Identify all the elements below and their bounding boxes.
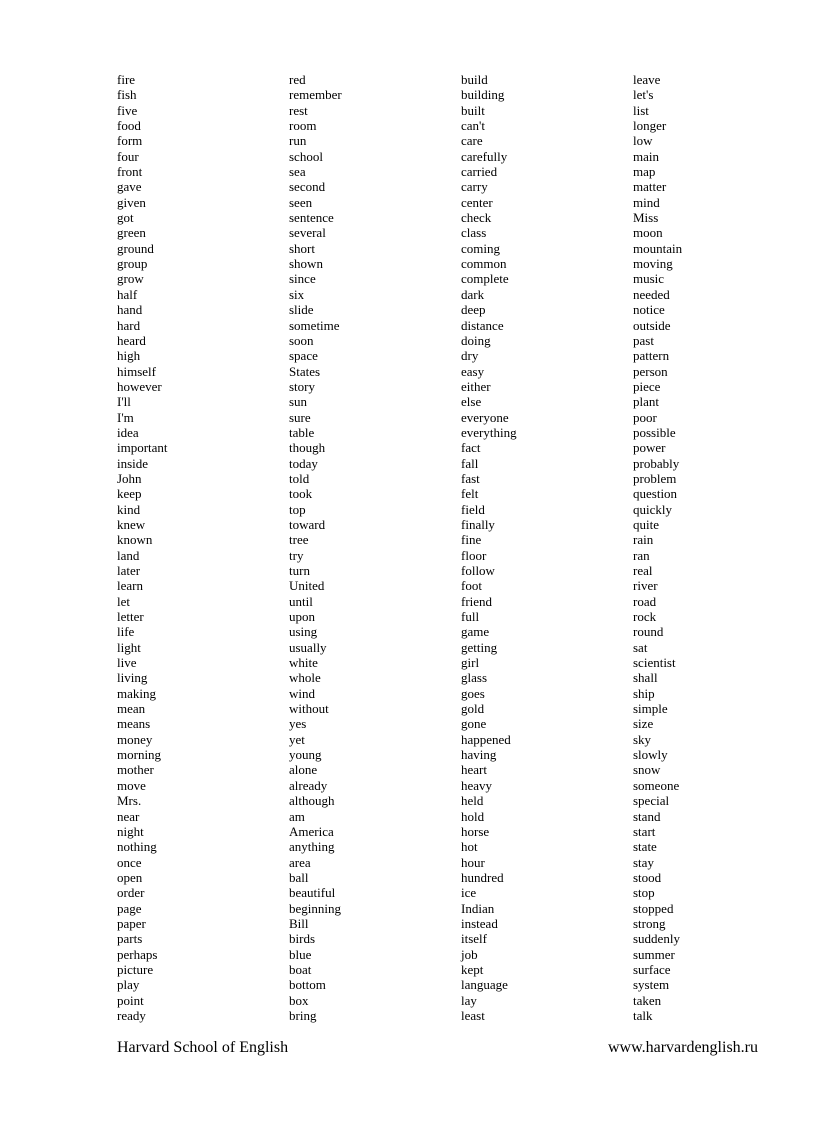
- word-list-item: rock: [633, 609, 657, 625]
- word-list-item: living: [117, 670, 148, 686]
- word-list-item: usually: [289, 639, 327, 655]
- word-list-item: I'm: [117, 409, 134, 425]
- word-list-item: kind: [117, 501, 141, 517]
- word-list-item: built: [461, 102, 485, 118]
- word-list-item: language: [461, 977, 508, 993]
- word-list-item: short: [289, 240, 315, 256]
- word-list-item: person: [633, 363, 668, 379]
- word-list-item: food: [117, 118, 141, 134]
- word-list-item: ball: [289, 869, 309, 885]
- word-column-4: [633, 72, 682, 1023]
- word-list-item: white: [289, 655, 318, 671]
- word-list-item: real: [633, 563, 653, 578]
- word-list-item: building: [461, 87, 505, 103]
- word-list-item: ready: [117, 1007, 146, 1023]
- word-list-item: am: [289, 808, 305, 824]
- word-list-item: hour: [461, 854, 485, 870]
- word-list-item: although: [289, 793, 335, 809]
- word-list-item: sun: [289, 394, 308, 410]
- word-list-item: sentence: [289, 210, 334, 226]
- word-list-item: map: [633, 164, 656, 180]
- word-list-item: front: [117, 164, 143, 180]
- word-list-item: yet: [289, 731, 305, 747]
- word-list-item: poor: [633, 409, 657, 425]
- word-list-item: gone: [461, 716, 487, 732]
- word-list-item: told: [289, 470, 310, 486]
- word-list-item: already: [289, 777, 328, 793]
- word-list-item: alone: [289, 762, 318, 778]
- word-list-item: having: [461, 747, 497, 763]
- word-list-item: bring: [289, 1007, 317, 1023]
- word-list-item: hand: [117, 302, 143, 318]
- word-list-item: quickly: [633, 501, 672, 517]
- word-list-item: doing: [461, 332, 491, 348]
- word-list-item: hot: [461, 839, 478, 855]
- word-list-item: land: [117, 547, 140, 563]
- word-list-item: start: [633, 823, 656, 839]
- word-list-item: half: [117, 286, 138, 302]
- word-list-item: himself: [117, 363, 156, 379]
- word-list-item: dark: [461, 286, 485, 302]
- word-list-item: seen: [289, 194, 313, 210]
- word-list-item: United: [289, 578, 325, 594]
- word-list-item: open: [117, 869, 143, 885]
- word-list-item: instead: [461, 915, 498, 931]
- word-list-item: since: [289, 271, 316, 287]
- word-list-item: job: [461, 946, 478, 962]
- word-list-item: fall: [461, 455, 479, 471]
- word-list-item: someone: [633, 777, 680, 793]
- word-list-item: birds: [289, 931, 315, 947]
- word-list-item: class: [461, 225, 487, 241]
- word-list-item: ran: [633, 547, 650, 563]
- word-list-item: without: [289, 701, 329, 717]
- word-list-item: probably: [633, 455, 680, 471]
- word-list-item: least: [461, 1007, 485, 1023]
- word-list-item: hold: [461, 808, 485, 824]
- word-column-1: [117, 72, 168, 1023]
- word-list-item: morning: [117, 747, 162, 763]
- word-list-item: high: [117, 348, 141, 364]
- word-list-item: anything: [289, 839, 335, 855]
- word-list-item: held: [461, 793, 484, 809]
- word-list-item: parts: [117, 931, 143, 947]
- word-list-item: night: [117, 823, 144, 839]
- word-list-item: heard: [117, 332, 146, 348]
- word-list-item: keep: [117, 486, 142, 502]
- word-list-item: page: [117, 900, 142, 916]
- word-list-item: complete: [461, 271, 509, 287]
- word-list-item: Indian: [461, 900, 495, 916]
- word-list-item: carry: [461, 179, 488, 195]
- word-list-item: live: [117, 655, 137, 671]
- word-list-item: music: [633, 271, 665, 287]
- word-list-item: several: [289, 225, 326, 241]
- word-list-item: knew: [117, 516, 146, 532]
- word-list-item: main: [633, 148, 659, 164]
- word-list-item: grow: [117, 271, 144, 287]
- word-list-item: point: [117, 992, 144, 1008]
- word-list-item: Mrs.: [117, 793, 142, 809]
- word-list-item: dry: [461, 348, 479, 364]
- word-list-item: everyone: [461, 409, 509, 425]
- word-list-item: rest: [289, 102, 308, 118]
- word-list-item: stood: [633, 869, 662, 885]
- word-list-item: five: [117, 102, 138, 118]
- word-list-item: sea: [289, 164, 306, 180]
- word-list-item: picture: [117, 961, 154, 977]
- word-list-item: pattern: [633, 348, 670, 364]
- word-list-item: table: [289, 424, 315, 440]
- word-list-item: move: [117, 777, 146, 793]
- word-list-item: road: [633, 593, 657, 609]
- word-list-item: care: [461, 133, 483, 149]
- word-list-item: top: [289, 501, 306, 517]
- word-list-item: ice: [461, 885, 477, 901]
- word-list-item: toward: [289, 516, 326, 532]
- word-list-item: happened: [461, 731, 511, 747]
- word-list-item: Bill: [289, 915, 309, 931]
- word-list-item: later: [117, 563, 141, 578]
- footer-school-name: Harvard School of English: [117, 1039, 289, 1056]
- word-list-item: field: [461, 501, 485, 517]
- word-list-item: tree: [289, 532, 309, 548]
- word-list-item: surface: [633, 961, 671, 977]
- word-list-item: suddenly: [633, 931, 680, 947]
- word-list-item: fine: [461, 532, 482, 548]
- word-list-item: fast: [461, 470, 480, 486]
- word-list-item: sure: [289, 409, 311, 425]
- word-list-item: near: [117, 808, 140, 824]
- word-list-item: full: [461, 609, 480, 625]
- word-list-item: heavy: [461, 777, 493, 793]
- word-list-item: stop: [633, 885, 655, 901]
- word-list-item: six: [289, 286, 305, 302]
- word-list-item: simple: [633, 701, 668, 717]
- word-list-item: stay: [633, 854, 654, 870]
- word-list-item: special: [633, 793, 670, 809]
- word-list-item: common: [461, 256, 507, 272]
- word-list-item: problem: [633, 470, 677, 486]
- word-list-item: boat: [289, 961, 312, 977]
- word-list-item: fish: [117, 87, 137, 103]
- word-list-item: else: [461, 394, 482, 410]
- word-list-item: important: [117, 440, 168, 456]
- word-list-item: letter: [117, 609, 144, 625]
- word-list-item: piece: [633, 378, 661, 394]
- word-list-item: kept: [461, 961, 484, 977]
- word-list-item: fire: [117, 72, 136, 87]
- word-list-item: bottom: [289, 977, 326, 993]
- word-list-item: question: [633, 486, 678, 502]
- word-list-item: sat: [633, 639, 648, 655]
- word-list-item: itself: [461, 931, 487, 947]
- word-list-item: mother: [117, 762, 154, 778]
- word-list-item: build: [461, 72, 488, 87]
- word-list-item: took: [289, 486, 313, 502]
- word-list-item: quite: [633, 516, 659, 532]
- word-list-item: ship: [633, 685, 655, 701]
- word-list-item: space: [289, 348, 318, 364]
- word-list-item: stand: [633, 808, 661, 824]
- word-list-item: getting: [461, 639, 498, 655]
- word-list-item: moon: [633, 225, 663, 241]
- word-list-item: leave: [633, 72, 661, 87]
- word-list-item: distance: [461, 317, 504, 333]
- word-list-item: four: [117, 148, 139, 164]
- word-list-item: group: [117, 256, 148, 272]
- word-list-item: possible: [633, 424, 676, 440]
- word-list-item: check: [461, 210, 492, 226]
- word-list-item: outside: [633, 317, 671, 333]
- word-list-item: run: [289, 133, 307, 149]
- word-list-item: try: [289, 547, 304, 563]
- word-list-item: gave: [117, 179, 142, 195]
- word-list-item: green: [117, 225, 146, 241]
- word-list-item: today: [289, 455, 318, 471]
- word-list-item: list: [633, 102, 649, 118]
- word-list-item: yes: [289, 716, 307, 732]
- word-list-item: either: [461, 378, 491, 394]
- word-list-item: school: [289, 148, 323, 164]
- word-list-item: girl: [461, 655, 480, 671]
- word-list-item: I'll: [117, 394, 131, 410]
- word-column-3: [461, 72, 517, 1023]
- word-list-item: coming: [461, 240, 500, 256]
- word-list-item: carried: [461, 164, 498, 180]
- word-list-item: fact: [461, 440, 481, 456]
- word-list-item: mountain: [633, 240, 683, 256]
- word-list-item: river: [633, 578, 658, 594]
- word-list-item: center: [461, 194, 493, 210]
- word-list-item: taken: [633, 992, 662, 1008]
- word-list-item: foot: [461, 578, 482, 594]
- word-list-item: past: [633, 332, 654, 348]
- word-list-item: stopped: [633, 900, 674, 916]
- word-list-item: carefully: [461, 148, 508, 164]
- word-list-item: size: [633, 716, 654, 732]
- word-list-item: wind: [289, 685, 315, 701]
- word-list-item: beginning: [289, 900, 341, 916]
- word-list-item: nothing: [117, 839, 157, 855]
- word-list-item: box: [289, 992, 309, 1008]
- word-list-item: matter: [633, 179, 667, 195]
- word-list-item: plant: [633, 394, 659, 410]
- word-list-item: once: [117, 854, 142, 870]
- word-list-item: glass: [461, 670, 487, 686]
- word-list-item: though: [289, 440, 326, 456]
- word-list-item: shall: [633, 670, 658, 686]
- word-list-item: longer: [633, 118, 667, 134]
- word-list-item: order: [117, 885, 145, 901]
- word-list-item: everything: [461, 424, 517, 440]
- word-list-item: can't: [461, 118, 485, 134]
- word-list-item: let's: [633, 87, 654, 103]
- word-list-item: let: [117, 593, 130, 609]
- word-list-item: turn: [289, 563, 310, 578]
- word-list-item: finally: [461, 516, 495, 532]
- word-list-item: summer: [633, 946, 675, 962]
- word-list-item: hundred: [461, 869, 504, 885]
- word-list-item: ground: [117, 240, 154, 256]
- word-list-item: easy: [461, 363, 485, 379]
- word-list-item: felt: [461, 486, 479, 502]
- word-list-item: talk: [633, 1007, 653, 1023]
- word-list-item: goes: [461, 685, 485, 701]
- word-list-item: young: [289, 747, 322, 763]
- word-list-item: light: [117, 639, 141, 655]
- word-list-item: idea: [117, 424, 139, 440]
- word-list-item: perhaps: [117, 946, 158, 962]
- footer-website: www.harvardenglish.ru: [607, 1039, 758, 1056]
- word-list-item: horse: [461, 823, 490, 839]
- word-list-item: floor: [461, 547, 487, 563]
- word-list-item: room: [289, 118, 317, 134]
- word-list-item: mean: [117, 701, 146, 717]
- word-list-item: low: [633, 133, 653, 149]
- word-list-item: lay: [461, 992, 477, 1008]
- word-list-item: gold: [461, 701, 485, 717]
- word-list-item: beautiful: [289, 885, 336, 901]
- word-list-item: follow: [461, 563, 495, 578]
- word-list-item: whole: [289, 670, 321, 686]
- word-list-item: hard: [117, 317, 141, 333]
- word-list-item: life: [117, 624, 135, 640]
- word-list-item: second: [289, 179, 326, 195]
- word-list-item: heart: [461, 762, 487, 778]
- word-list-item: slowly: [633, 747, 668, 763]
- word-list-item: mind: [633, 194, 660, 210]
- word-list-item: John: [117, 470, 142, 486]
- word-list-item: game: [461, 624, 490, 640]
- word-list-item: play: [117, 977, 140, 993]
- word-list-item: power: [633, 440, 666, 456]
- word-list-item: sky: [633, 731, 652, 747]
- word-list-item: inside: [117, 455, 149, 471]
- word-list-item: state: [633, 839, 657, 855]
- word-list-item: given: [117, 194, 146, 210]
- word-list-item: however: [117, 378, 162, 394]
- word-list-item: known: [117, 532, 153, 548]
- word-list-item: Miss: [633, 210, 659, 226]
- word-list-item: snow: [633, 762, 661, 778]
- word-list-item: scientist: [633, 655, 676, 671]
- word-list-item: friend: [461, 593, 493, 609]
- word-list-item: story: [289, 378, 315, 394]
- word-list-item: sometime: [289, 317, 340, 333]
- word-list-item: means: [117, 716, 151, 732]
- word-list-item: America: [289, 823, 334, 839]
- word-list-item: until: [289, 593, 313, 609]
- word-list-item: red: [289, 72, 306, 87]
- word-list-item: slide: [289, 302, 314, 318]
- word-column-2: [289, 72, 342, 1023]
- word-list-item: notice: [633, 302, 665, 318]
- word-list-item: soon: [289, 332, 314, 348]
- word-list-item: deep: [461, 302, 486, 318]
- word-list-item: paper: [117, 915, 146, 931]
- word-list-item: States: [289, 363, 321, 379]
- word-list-item: making: [117, 685, 156, 701]
- word-list-item: strong: [633, 915, 666, 931]
- word-list-item: area: [289, 854, 311, 870]
- word-list-item: shown: [289, 256, 323, 272]
- word-list-item: blue: [289, 946, 312, 962]
- word-list-item: learn: [117, 578, 143, 594]
- word-list-item: got: [117, 210, 134, 226]
- word-list-item: round: [633, 624, 664, 640]
- word-list-item: remember: [289, 87, 342, 103]
- word-list-item: needed: [633, 286, 670, 302]
- word-list-item: system: [633, 977, 670, 993]
- word-list-item: moving: [633, 256, 673, 272]
- word-list-item: rain: [633, 532, 654, 548]
- word-list-item: form: [117, 133, 143, 149]
- word-list-item: using: [289, 624, 318, 640]
- word-list-item: money: [117, 731, 153, 747]
- word-list-item: upon: [289, 609, 315, 625]
